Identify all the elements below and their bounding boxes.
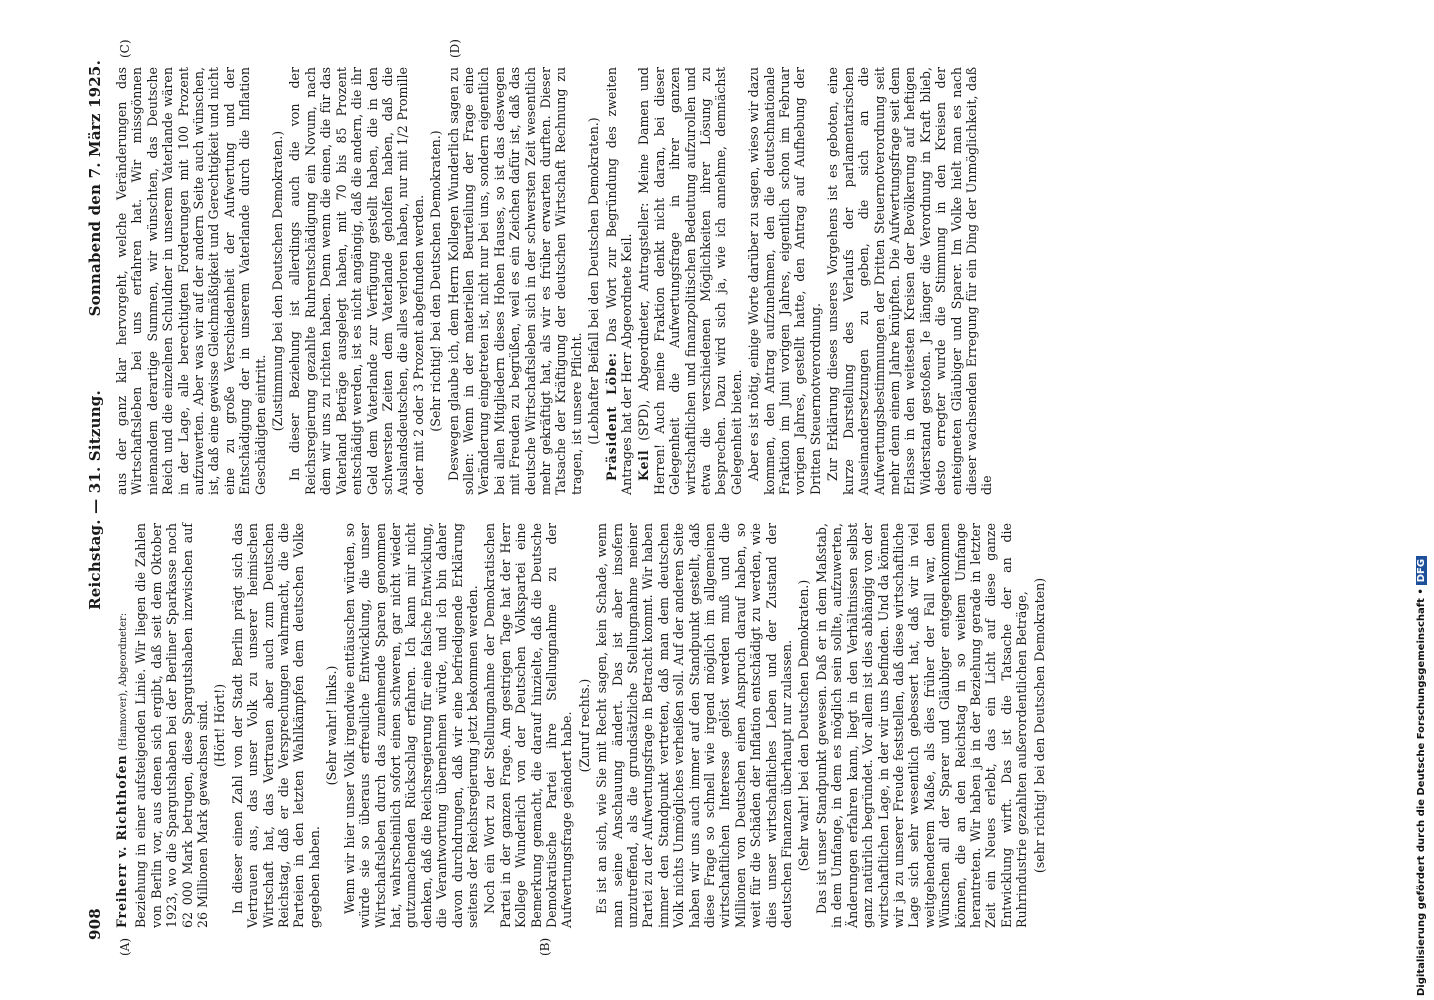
- margin-mark-a: (A): [118, 937, 132, 956]
- paragraph: In dieser Beziehung ist allerdings auch die von der Reichsregierung gezahlte Ruhrentschädigung ein Novum, nach dem wir uns zu richten haben. Denn wenn die einen, die für das Vaterland Beträge ausgelegt haben, mit 70 bis 85 Prozent entschädigt werden, ist es nicht angängig, daß die andern, die ihr Geld dem Vaterlande zur Verfügung gestellt haben, die in den schwersten Zeiten dem Vaterlande geholfen haben, daß die Auslandsdeutschen, die alles verloren haben, nur mit 1/2 Promille oder mit 2 oder 3 Prozent abgefunden werden.: [287, 67, 426, 495]
- speaker-heading: [114, 523, 131, 928]
- president-paragraph: [604, 67, 635, 495]
- page-number: 908: [86, 908, 104, 940]
- keil-name: Keil: [636, 449, 652, 481]
- president-name: Präsident Löbe:: [603, 352, 619, 481]
- speaker-name: Freiherr v. Richthofen: [114, 754, 129, 928]
- session-title: Reichstag. — 31. Sitzung.: [86, 390, 104, 610]
- paragraph: Noch ein Wort zu der Stellungnahme der Demokratischen Partei in der ganzen Frage. Am gestrigen Tage hat der Herr Kollege Wunderlich von der Deutschen Volkspartei eine Bemerkung gemacht, die darauf hinzielte, daß die Deutsche Demokratische Partei ihre Stellungnahme zu der Aufwertungsfrage geändert habe.: [482, 523, 575, 928]
- margin-mark-b: (B): [538, 937, 552, 956]
- paragraph: Das ist unser Standpunkt gewesen. Daß er in dem Maßstab, in dem Umfange, in dem es möglich sein sollte, aufzuwerten, Änderungen erfahren kann, liegt in den Verhältnissen selbst ganz natürlich begründet. Vor allem ist dies abhängig von der wirtschaftlichen Lage, in der wir uns befinden. Und da können wir ja zu unserer Freude feststellen, daß diese wirtschaftliche Lage sich sehr wesentlich gebessert hat, daß wir in viel weitgehenderem Maße, als dies früher der Fall war, den Wünschen all der Sparer und Gläubiger entgegenkommen können, die an den Reichstag in so weitem Umfange herantreten. Wir haben ja in der Beziehung gerade in letzter Zeit ein Neues erlebt, das ein Licht auf diese ganze Entwicklung wirft. Das ist die Tatsache der an die Ruhrindustrie gezahlten außerordentlichen Beträge,: [813, 523, 1030, 928]
- session-date: Sonnabend den 7. März 1925.: [86, 60, 104, 317]
- margin-mark-c: (C): [118, 39, 132, 58]
- left-column: [114, 523, 1049, 928]
- keil-text: (SPD), Abgeordneter, Antragsteller: Meine Damen und Herren! Auch meine Fraktion denkt nicht daran, bei dieser Gelegenheit die Aufwertungsfrage in ihrer ganzen wirtschaftlichen und finanzpolitischen Bedeutung aufzurollen und etwa die verschiedenen Möglichkeiten ihrer Lösung zu besprechen. Dazu wird sich ja, wie ich annehme, demnächst Gelegenheit bieten.: [636, 67, 744, 495]
- interjection: (Hört! Hört!): [212, 683, 228, 768]
- credit-text: Digitalisierung gefördert durch die Deutsche Forschungsgemeinschaft •: [1416, 588, 1427, 996]
- paragraph: Beziehung in einer aufsteigenden Linie. Wir liegen die Zahlen von Berlin vor, aus denen sich ergibt, daß seit dem Oktober 1923, wo die Spargutshaben bei der Berliner Sparkasse noch 62 000 Mark betrugen, diese Spargutshaben inzwischen auf 26 Millionen Mark gewachsen sind.: [133, 523, 211, 928]
- paragraph: Deswegen glaube ich, dem Herrn Kollegen Wunderlich sagen zu sollen: Wenn in der materiellen Beurteilung der Frage eine Veränderung eingetreten ist, nicht nur bei uns, sondern eigentlich bei allen Mitgliedern dieses Hohen Hauses, so ist das deswegen mit Freuden zu begrüßen, weil es ein Zeichen dafür ist, daß das deutsche Wirtschaftsleben sich in der schwersten Zeit wesentlich mehr gekräftigt hat, als wir es früher erwarten durften. Dieser Tatsache der Kräftigung der deutschen Wirtschaft Rechnung zu tragen, ist unsere Pflicht.: [445, 67, 584, 495]
- interjection: (Sehr wahr! bei den Deutschen Demokraten.): [796, 579, 812, 872]
- right-column: [114, 67, 997, 495]
- interjection: (Lebhafter Beifall bei den Deutschen Demokraten.): [586, 117, 602, 445]
- president-text: Das Wort zur Begründung des zweiten Antrages hat der Herr Abgeordnete Keil.: [603, 67, 634, 495]
- speaker-affiliation: (Hannover), Abgeordneter:: [118, 612, 129, 751]
- interjection: (Zuruf rechts.): [576, 678, 592, 773]
- paragraph: Aber es ist nötig, einige Worte darüber zu sagen, wieso wir dazu kommen, den Antrag aufzunehmen, den die deutschnationale Fraktion im Juni vorigen Jahres, eigentlich schon im Februar vorigen Jahres, gestellt hatte, den Antrag auf Aufhebung der Dritten Steuernotverordnung.: [746, 67, 823, 495]
- interjection: (Zustimmung bei den Deutschen Demokraten.): [270, 130, 286, 432]
- paragraph: aus der ganz klar hervorgeht, welche Veränderungen das Wirtschaftsleben bei uns erfahren hat. Wir missgönnen niemandem derartige Summen, wir wünschten, das Deutsche Reich und die einzelnen Schuldner in unserem Vaterlande wären in der Lage, alle berechtigten Forderungen mit 100 Prozent aufzuwerten. Aber was wir auf der andern Seite auch wünschen, ist, daß eine gewisse Gleichmäßigkeit und Gerechtigkeit und nicht eine zu große Verschiedenheit der Aufwertung und der Entschädigung der in unserem Vaterlande durch die Inflation Geschädigten eintritt.: [114, 67, 268, 495]
- interjection: (Sehr richtig! bei den Deutschen Demokraten.): [428, 130, 444, 432]
- rotated-page: [80, 39, 1080, 956]
- paragraph: Es ist an sich, wie Sie mit Recht sagen, kein Schade, wenn man seine Anschauung ändert. Das ist aber insofern unzutreffend, als die grundsätzliche Stellungnahme meiner Partei zu der Aufwertungsfrage in Betracht kommt. Wir haben immer den Standpunkt vertreten, daß man dem deutschen Volk nichts Unmögliches verheißen soll. Auf der anderen Seite haben wir uns auch immer auf den Standpunkt gestellt, daß diese Frage so schnell wie irgend möglich im allgemeinen wirtschaftlichen Interesse gelöst werden muß und die Millionen von Deutschen einen Anspruch darauf haben, so weit für die Schäden der Inflation entschädigt zu werden, wie dies unser wirtschaftliches Leben und der Zustand der deutschen Finanzen überhaupt nur zulassen.: [594, 523, 795, 928]
- paragraph: Zur Erklärung dieses unseres Vorgehens ist es geboten, eine kurze Darstellung des Verlaufs der parlamentarischen Auseinandersetzungen zu geben, die sich an die Aufwertungsbestimmungen der Dritten Steuernotverordnung seit mehr denn einem Jahre knüpften. Die Aufwertungsfrage seit dem Erlasse in den weitesten Kreisen der Bevölkerung auf heftigen Widerstand gestoßen. Je länger die Verordnung in Kraft blieb, desto erregter wurde die Stimmung in den Kreisen der enteigneten Gläubiger und Sparer. Im Volke hielt man es nach dieser wachsenden Erregung für ein Ding der Unmöglichkeit, daß die: [825, 67, 995, 495]
- paragraph: In dieser einen Zahl von der Stadt Berlin prägt sich das Vertrauen aus, das unser Volk zu unserer heimischen Wirtschaft hat, das Vertrauen aber auch zum Deutschen Reichstag, daß er die Versprechungen wahrmacht, die die Parteien in den letzten Wahlkämpfen dem deutschen Volke gegeben haben.: [229, 523, 322, 928]
- interjection: (Sehr wahr! links.): [324, 665, 340, 786]
- interjection: (sehr richtig! bei den Deutschen Demokraten): [1031, 577, 1047, 874]
- paragraph: Wenn wir hier unser Volk irgendwie enttäuschen würden, so würde sie so überaus erfreuliche Entwicklung, die unser Wirtschaftsleben durch das zunehmende Sparen genommen hat, wahrscheinlich sofort einen schweren, gar nicht wieder gutzumachenden Rückschlag erfahren. Ich kann mir nicht denken, daß die Reichsregierung für eine falsche Entwicklung, die Verantwortung übernehmen würde, und ich bin daher davon durchdrungen, daß wir eine befriedigende Erklärung seitens der Reichsregierung jetzt bekommen werden.: [341, 523, 480, 928]
- keil-paragraph: [636, 67, 744, 495]
- digitization-credit: [1416, 6, 1432, 996]
- dfg-badge: DFG: [1416, 556, 1427, 585]
- page-header: [80, 60, 110, 940]
- margin-mark-d: (D): [448, 39, 462, 58]
